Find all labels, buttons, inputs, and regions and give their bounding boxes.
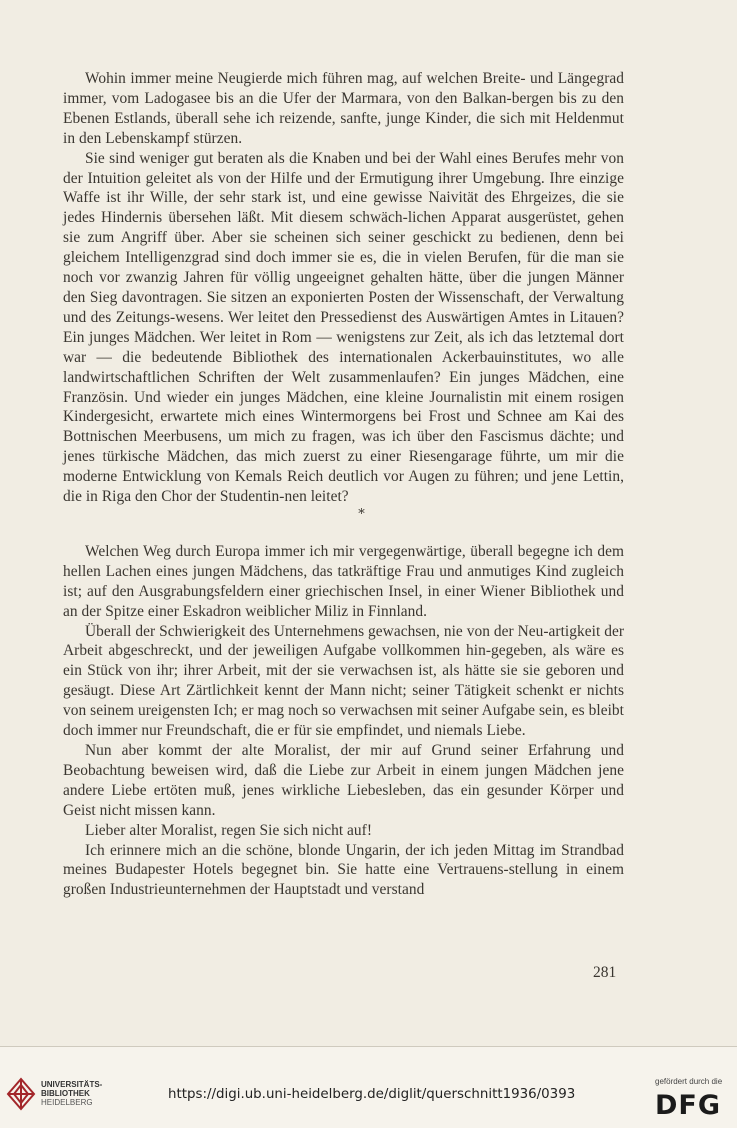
university-logo-icon xyxy=(6,1077,36,1111)
paragraph: Ich erinnere mich an die schöne, blonde Ungarin, der ich jeden Mittag im Strandbad meines Budapester Hotels begegnet bin. Sie hatte eine Vertrauens-stellung in einem großen Industrieunternehmen der Hauptstadt und verstand xyxy=(63,841,624,899)
footer xyxy=(0,1047,737,1128)
section-separator: * xyxy=(358,506,365,522)
paragraph: Lieber alter Moralist, regen Sie sich nicht auf! xyxy=(85,821,373,839)
paragraph: Welchen Weg durch Europa immer ich mir vergegenwärtige, überall begegne ich dem hellen Lachen eines jungen Mädchens, das tatkräftige Frau und anmutiges Kind zugleich ist; auf den Ausgrabungsfeldern einer griechischen Insel, in einer Wiener Bibliothek und an der Spitze einer Eskadron weiblicher Miliz in Finnland. xyxy=(63,542,624,620)
permalink-url[interactable]: https://digi.ub.uni-heidelberg.de/diglit/querschnitt1936/0393 xyxy=(168,1087,576,1102)
funded-by-label: gefördert durch die xyxy=(655,1077,723,1086)
page-body xyxy=(63,69,624,900)
paragraph: Wohin immer meine Neugierde mich führen mag, auf welchen Breite- und Längegrad immer, vom Ladogasee bis an die Ufer der Marmara, von den Balkan-bergen bis zu den Ebenen Estlands, überall sehe ich reizende, sanfte, junge Kinder, die sich mit Heldenmut in den Lebenskampf stürzen. xyxy=(63,70,624,147)
paragraph: Sie sind weniger gut beraten als die Knaben und bei der Wahl eines Berufes mehr von der Intuition geleitet als von der Hilfe und der Ermutigung ihrer Umgebung. Ihre einzige Waffe ist ihr Wille, der sehr stark ist, und eine gewisse Naivität des Ehrgeizes, die sie jedes Hindernis übersehen läßt. Mit diesem schwäch-lichen Apparat ausgerüstet, gehen sie zum Angriff über. Aber sie scheinen sich seiner geschickt zu bedienen, denn bei gleichem Intelligenzgrad sind doch immer sie es, die in vielen Berufen, für die man sie noch vor zwanzig Jahren für völlig ungeeignet gehalten hätte, über die jungen Männer den Sieg davontragen. Sie sitzen an exponierten Posten der Wissenschaft, der Verwaltung und des Zeitungs-wesens. Wer leitet den Pressedienst des Auswärtigen Amtes in Litauen? Ein junges Mädchen. Wer leitet in Rom — wenigstens zur Zeit, als ich das letztemal dort war — die bedeutende Bibliothek des internationalen Ackerbauinstitutes, wo alle landwirtschaftlichen Schriften der Welt zusammenlaufen? Ein junges Mädchen, eine Französin. Und wieder ein junges Mädchen, eine kleine Journalistin mit einem rosigen Kindergesicht, erwartete mich eines Wintermorgens bei Frost und Schnee am Kai des Bottnischen Meerbusens, um mich zu fragen, was ich über den Fascismus dächte; und jenes türkische Mädchen, das mich zuerst zu einer Riesengarage führte, um mir die moderne Entwicklung von Kemals Reich deutlich vor Augen zu führen; und jene Lettin, die in Riga den Chor der Studentin-nen leitet? xyxy=(63,149,624,506)
paragraph: Nun aber kommt der alte Moralist, der mir auf Grund seiner Erfahrung und Beobachtung beweisen wird, daß die Liebe zur Arbeit in einem jungen Mädchen jene andere Liebe ertöten muß, jenes wirkliche Liebesleben, das ein gesunder Körper und Geist nicht missen kann. xyxy=(63,742,624,819)
institution-name: UNIVERSITÄTS- BIBLIOTHEK HEIDELBERG xyxy=(41,1080,103,1107)
dfg-logo: DFG xyxy=(655,1090,722,1121)
page-number: 281 xyxy=(593,964,617,981)
paragraph: Überall der Schwierigkeit des Unternehmens gewachsen, nie von der Neu-artigkeit der Arbeit abgeschreckt, und der jeweiligen Aufgabe vollkommen hin-gegeben, als wäre es ein Stück von ihr; ihrer Arbeit, mit der sie verwachsen ist, als hätte sie sie geboren und gesäugt. Diese Art Zärtlichkeit kennt der Mann nicht; seiner Tätigkeit schenkt er nichts von seinem ureigensten Ich; er mag noch so verwachsen mit seiner Aufgabe sein, es bleibt doch immer nur Freundschaft, die er für sie empfindet, und niemals Liebe. xyxy=(63,622,624,740)
